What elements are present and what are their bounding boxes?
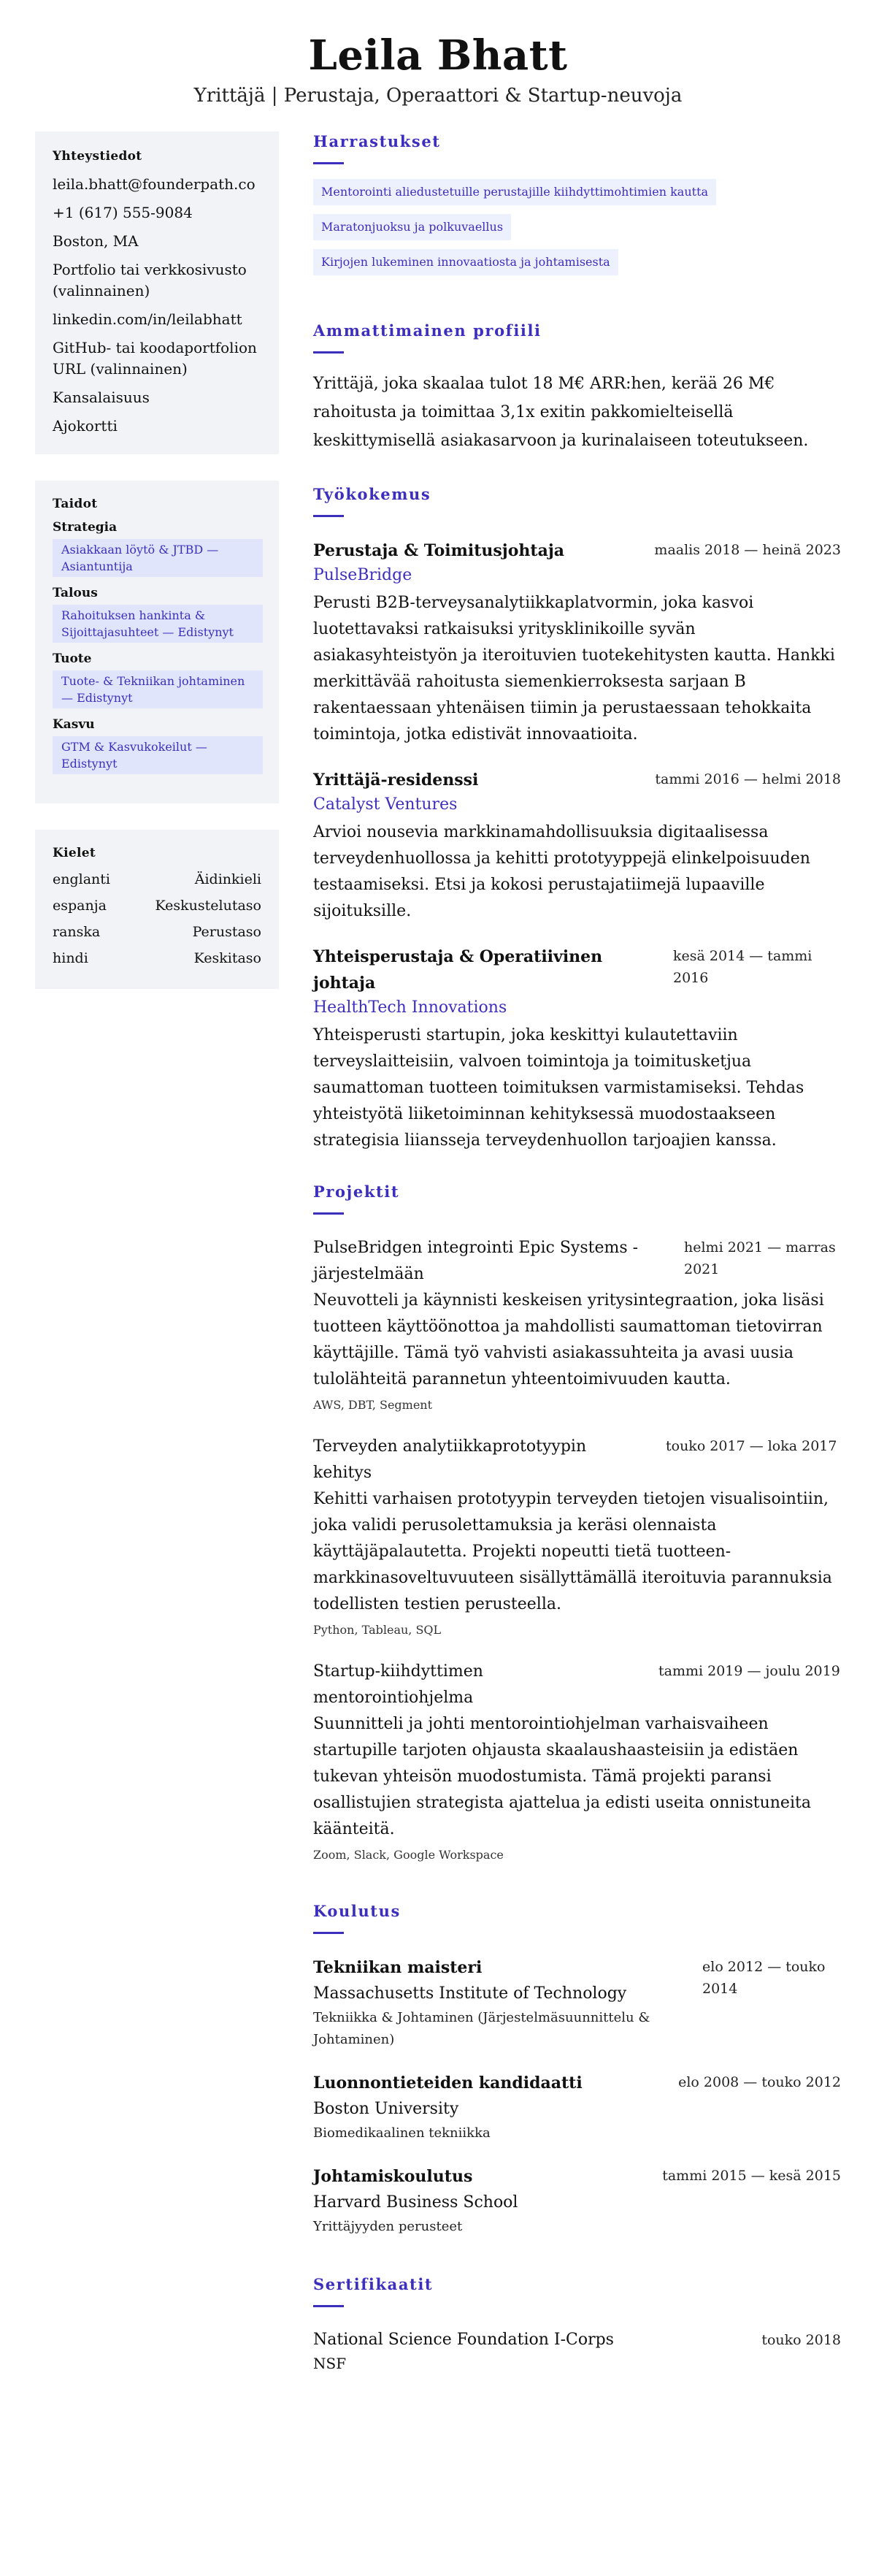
hobby-tags bbox=[313, 179, 841, 284]
certification-date: touko 2018 bbox=[761, 2332, 841, 2348]
language-row bbox=[53, 945, 261, 971]
field-of-study: Biomedikaalinen tekniikka bbox=[313, 2125, 491, 2141]
contact-citizenship: Kansalaisuus bbox=[53, 389, 150, 406]
project-tech: Python, Tableau, SQL bbox=[313, 1623, 442, 1637]
degree: Johtamiskoulutus bbox=[313, 2167, 473, 2186]
project-name: PulseBridgen integrointi Epic Systems -järjestelmään bbox=[313, 1239, 639, 1283]
resume-layout bbox=[0, 131, 876, 2402]
contact-drivers-license: Ajokortti bbox=[53, 417, 118, 435]
skill-pill: Asiakkaan löytö & JTBD — Asiantuntija bbox=[53, 539, 263, 577]
person-tagline: Yrittäjä | Perustaja, Operaattori & Startup-neuvoja bbox=[193, 85, 683, 107]
contact-location: Boston, MA bbox=[53, 232, 139, 250]
project-dates: tammi 2019 — joulu 2019 bbox=[658, 1663, 840, 1679]
skill-category: Tuote bbox=[53, 651, 92, 666]
project-tech: Zoom, Slack, Google Workspace bbox=[313, 1848, 504, 1862]
language-level: Äidinkieli bbox=[194, 871, 261, 887]
skill-pill: Rahoituksen hankinta & Sijoittajasuhteet — Edistynyt bbox=[53, 605, 263, 643]
hobby-tag: Mentorointi aliedustetuille perustajille kiihdyttimohtimien kautta bbox=[313, 179, 716, 205]
contact-email[interactable]: leila.bhatt@founderpath.co bbox=[53, 175, 256, 193]
school: Harvard Business School bbox=[313, 2193, 518, 2212]
experience-title: Työkokemus bbox=[313, 485, 431, 503]
person-name: Leila Bhatt bbox=[308, 31, 568, 80]
school: Boston University bbox=[313, 2100, 459, 2118]
skill-category: Strategia bbox=[53, 520, 118, 535]
contact-linkedin[interactable]: linkedin.com/in/leilabhatt bbox=[53, 310, 242, 328]
section-divider bbox=[313, 1212, 344, 1215]
degree: Luonnontieteiden kandidaatti bbox=[313, 2074, 583, 2092]
education-dates: tammi 2015 — kesä 2015 bbox=[662, 2168, 841, 2184]
project-entry bbox=[313, 1659, 841, 1865]
contact-github[interactable]: GitHub- tai koodaportfolion URL (valinnainen) bbox=[53, 339, 257, 378]
field-of-study: Tekniikka & Johtaminen (Järjestelmäsuunnittelu & Johtaminen) bbox=[313, 2010, 650, 2047]
languages-title: Kielet bbox=[53, 846, 96, 860]
job-role: Yhteisperustaja & Operatiivinen johtaja bbox=[313, 947, 603, 993]
project-description: Kehitti varhaisen prototyypin terveyden tietojen visualisointiin, joka validi perusolettamuksia ja keräsi olennaista käyttäjäpalautetta. Projekti nopeutti tietä tuotteen-markkinasoveltuvuuteen sisällyttämällä iteroituvia parannuksia todellisten testien perusteella. bbox=[313, 1490, 832, 1613]
job-dates: maalis 2018 — heinä 2023 bbox=[654, 542, 841, 558]
education-entry bbox=[313, 2070, 841, 2144]
language-level: Keskustelutaso bbox=[155, 898, 261, 914]
project-name: Terveyden analytiikkaprototyypin kehitys bbox=[313, 1437, 587, 1482]
skills-card bbox=[35, 481, 279, 803]
language-name: hindi bbox=[53, 950, 88, 966]
skill-category: Talous bbox=[53, 586, 98, 600]
language-row bbox=[53, 893, 261, 919]
project-description: Suunnitteli ja johti mentorointiohjelman varhaisvaiheen startupille tarjoten ohjausta skaalaushaasteisiin ja edistäen tukevan yhteisön muodostumista. Tämä projekti paransi osallistujien strategista ajattelua ja edisti useita onnistuneita käänteitä. bbox=[313, 1715, 811, 1838]
resume-header bbox=[0, 0, 876, 131]
job-company: HealthTech Innovations bbox=[313, 998, 507, 1017]
projects-title: Projektit bbox=[313, 1182, 400, 1201]
section-divider bbox=[313, 1932, 344, 1934]
language-level: Keskitaso bbox=[193, 950, 261, 966]
field-of-study: Yrittäjyyden perusteet bbox=[313, 2219, 463, 2234]
job-description: Arvioi nousevia markkinamahdollisuuksia digitaalisessa terveydenhuollossa ja kehitti prototyyppejä elinkelpoisuuden testaamiseksi. Etsi ja kokosi perustajatiimejä lupaaville sijoituksille. bbox=[313, 823, 810, 920]
job-description: Yhteisperusti startupin, joka keskittyi kulautettaviin terveyslaitteisiin, valvoen toimintoja ja toimitusketjua saumattoman tuotteen toimituksen varmistamiseksi. Tehdas yhteistyötä liiketoiminnan kehityksessä muodostaakseen strategisia liiansseja terveydenhuollon tarjoajien kanssa. bbox=[313, 1026, 804, 1150]
experience-entry bbox=[313, 538, 841, 748]
education-entry bbox=[313, 1954, 841, 2051]
contact-title: Yhteystiedot bbox=[53, 149, 142, 164]
degree: Tekniikan maisteri bbox=[313, 1958, 483, 1977]
education-entry bbox=[313, 2163, 841, 2238]
contact-phone[interactable]: +1 (617) 555-9084 bbox=[53, 204, 193, 221]
education-section bbox=[313, 1901, 841, 2238]
job-description: Perusti B2B-terveysanalytiikkaplatvormin, joka kasvoi luotettavaksi ratkaisuksi yritysklinikoille syvän asiakasyhteistyön ja iteroituvien tuotekehitysten kautta. Hankki merkittävää rahoitusta siemenkierroksesta sarjaan B rakentaessaan yhtenäisen tiimin ja perustaessaan tehokkaita toimintoja, jotka edistivät innovaatioita. bbox=[313, 594, 835, 744]
job-company: Catalyst Ventures bbox=[313, 795, 458, 814]
experience-entry bbox=[313, 767, 841, 925]
school: Massachusetts Institute of Technology bbox=[313, 1984, 627, 2003]
hobby-tag: Kirjojen lukeminen innovaatiosta ja johtamisesta bbox=[313, 249, 618, 275]
sidebar bbox=[35, 131, 279, 1015]
hobby-tag: Maratonjuoksu ja polkuvaellus bbox=[313, 214, 511, 240]
language-row bbox=[53, 919, 261, 945]
experience-section bbox=[313, 484, 841, 1154]
language-row bbox=[53, 866, 261, 893]
job-role: Yrittäjä-residenssi bbox=[313, 771, 479, 790]
project-entry bbox=[313, 1235, 841, 1415]
skill-pill: Tuote- & Tekniikan johtaminen — Edistynyt bbox=[53, 670, 263, 708]
certifications-section bbox=[313, 2274, 841, 2374]
contact-portfolio[interactable]: Portfolio tai verkkosivusto (valinnainen) bbox=[53, 261, 247, 299]
languages-card bbox=[35, 830, 279, 989]
education-title: Koulutus bbox=[313, 1902, 401, 1920]
project-dates: touko 2017 — loka 2017 bbox=[666, 1438, 837, 1454]
project-entry bbox=[313, 1434, 841, 1640]
projects-section bbox=[313, 1182, 841, 1865]
project-description: Neuvotteli ja käynnisti keskeisen yritysintegraation, joka lisäsi tuotteen käyttöönottoa ja mahdollisti saumattoman tietovirran käyttäjille. Tämä työ vahvisti asiakassuhteita ja avasi uusia tulolähteitä parannetun yhteentoimivuuden kautta. bbox=[313, 1291, 824, 1388]
hobbies-title: Harrastukset bbox=[313, 132, 441, 150]
section-divider bbox=[313, 162, 344, 164]
project-dates: helmi 2021 — marras 2021 bbox=[684, 1239, 836, 1277]
section-divider bbox=[313, 351, 344, 353]
skills-title: Taidot bbox=[53, 497, 98, 511]
education-dates: elo 2012 — touko 2014 bbox=[702, 1959, 826, 1997]
job-dates: kesä 2014 — tammi 2016 bbox=[673, 948, 812, 986]
section-divider bbox=[313, 2305, 344, 2307]
hobbies-section bbox=[313, 131, 841, 284]
skill-category: Kasvu bbox=[53, 717, 95, 732]
education-dates: elo 2008 — touko 2012 bbox=[678, 2074, 841, 2090]
profile-section bbox=[313, 321, 841, 455]
profile-title: Ammattimainen profiili bbox=[313, 321, 542, 340]
skill-pill: GTM & Kasvukokeilut — Edistynyt bbox=[53, 736, 263, 774]
certification-issuer: NSF bbox=[313, 2355, 347, 2372]
job-dates: tammi 2016 — helmi 2018 bbox=[655, 771, 841, 787]
contact-card bbox=[35, 131, 279, 454]
job-role: Perustaja & Toimitusjohtaja bbox=[313, 541, 565, 560]
language-name: englanti bbox=[53, 871, 110, 887]
section-divider bbox=[313, 515, 344, 517]
language-name: espanja bbox=[53, 898, 107, 914]
certification-entry bbox=[313, 2328, 841, 2374]
experience-entry bbox=[313, 944, 841, 1154]
language-name: ranska bbox=[53, 924, 101, 940]
main-content bbox=[313, 131, 841, 2402]
job-company: PulseBridge bbox=[313, 566, 412, 584]
profile-summary: Yrittäjä, joka skaalaa tulot 18 M€ ARR:hen, kerää 26 M€ rahoitusta ja toimittaa 3,1x exitin pakkomielteisellä keskittymisellä asiakasarvoon ja kurinalaiseen toteutukseen. bbox=[313, 375, 809, 450]
project-name: Startup-kiihdyttimen mentorointiohjelma bbox=[313, 1662, 483, 1707]
project-tech: AWS, DBT, Segment bbox=[313, 1398, 433, 1412]
certification-name: National Science Foundation I-Corps bbox=[313, 2331, 614, 2349]
certifications-title: Sertifikaatit bbox=[313, 2275, 434, 2293]
language-level: Perustaso bbox=[192, 924, 261, 940]
